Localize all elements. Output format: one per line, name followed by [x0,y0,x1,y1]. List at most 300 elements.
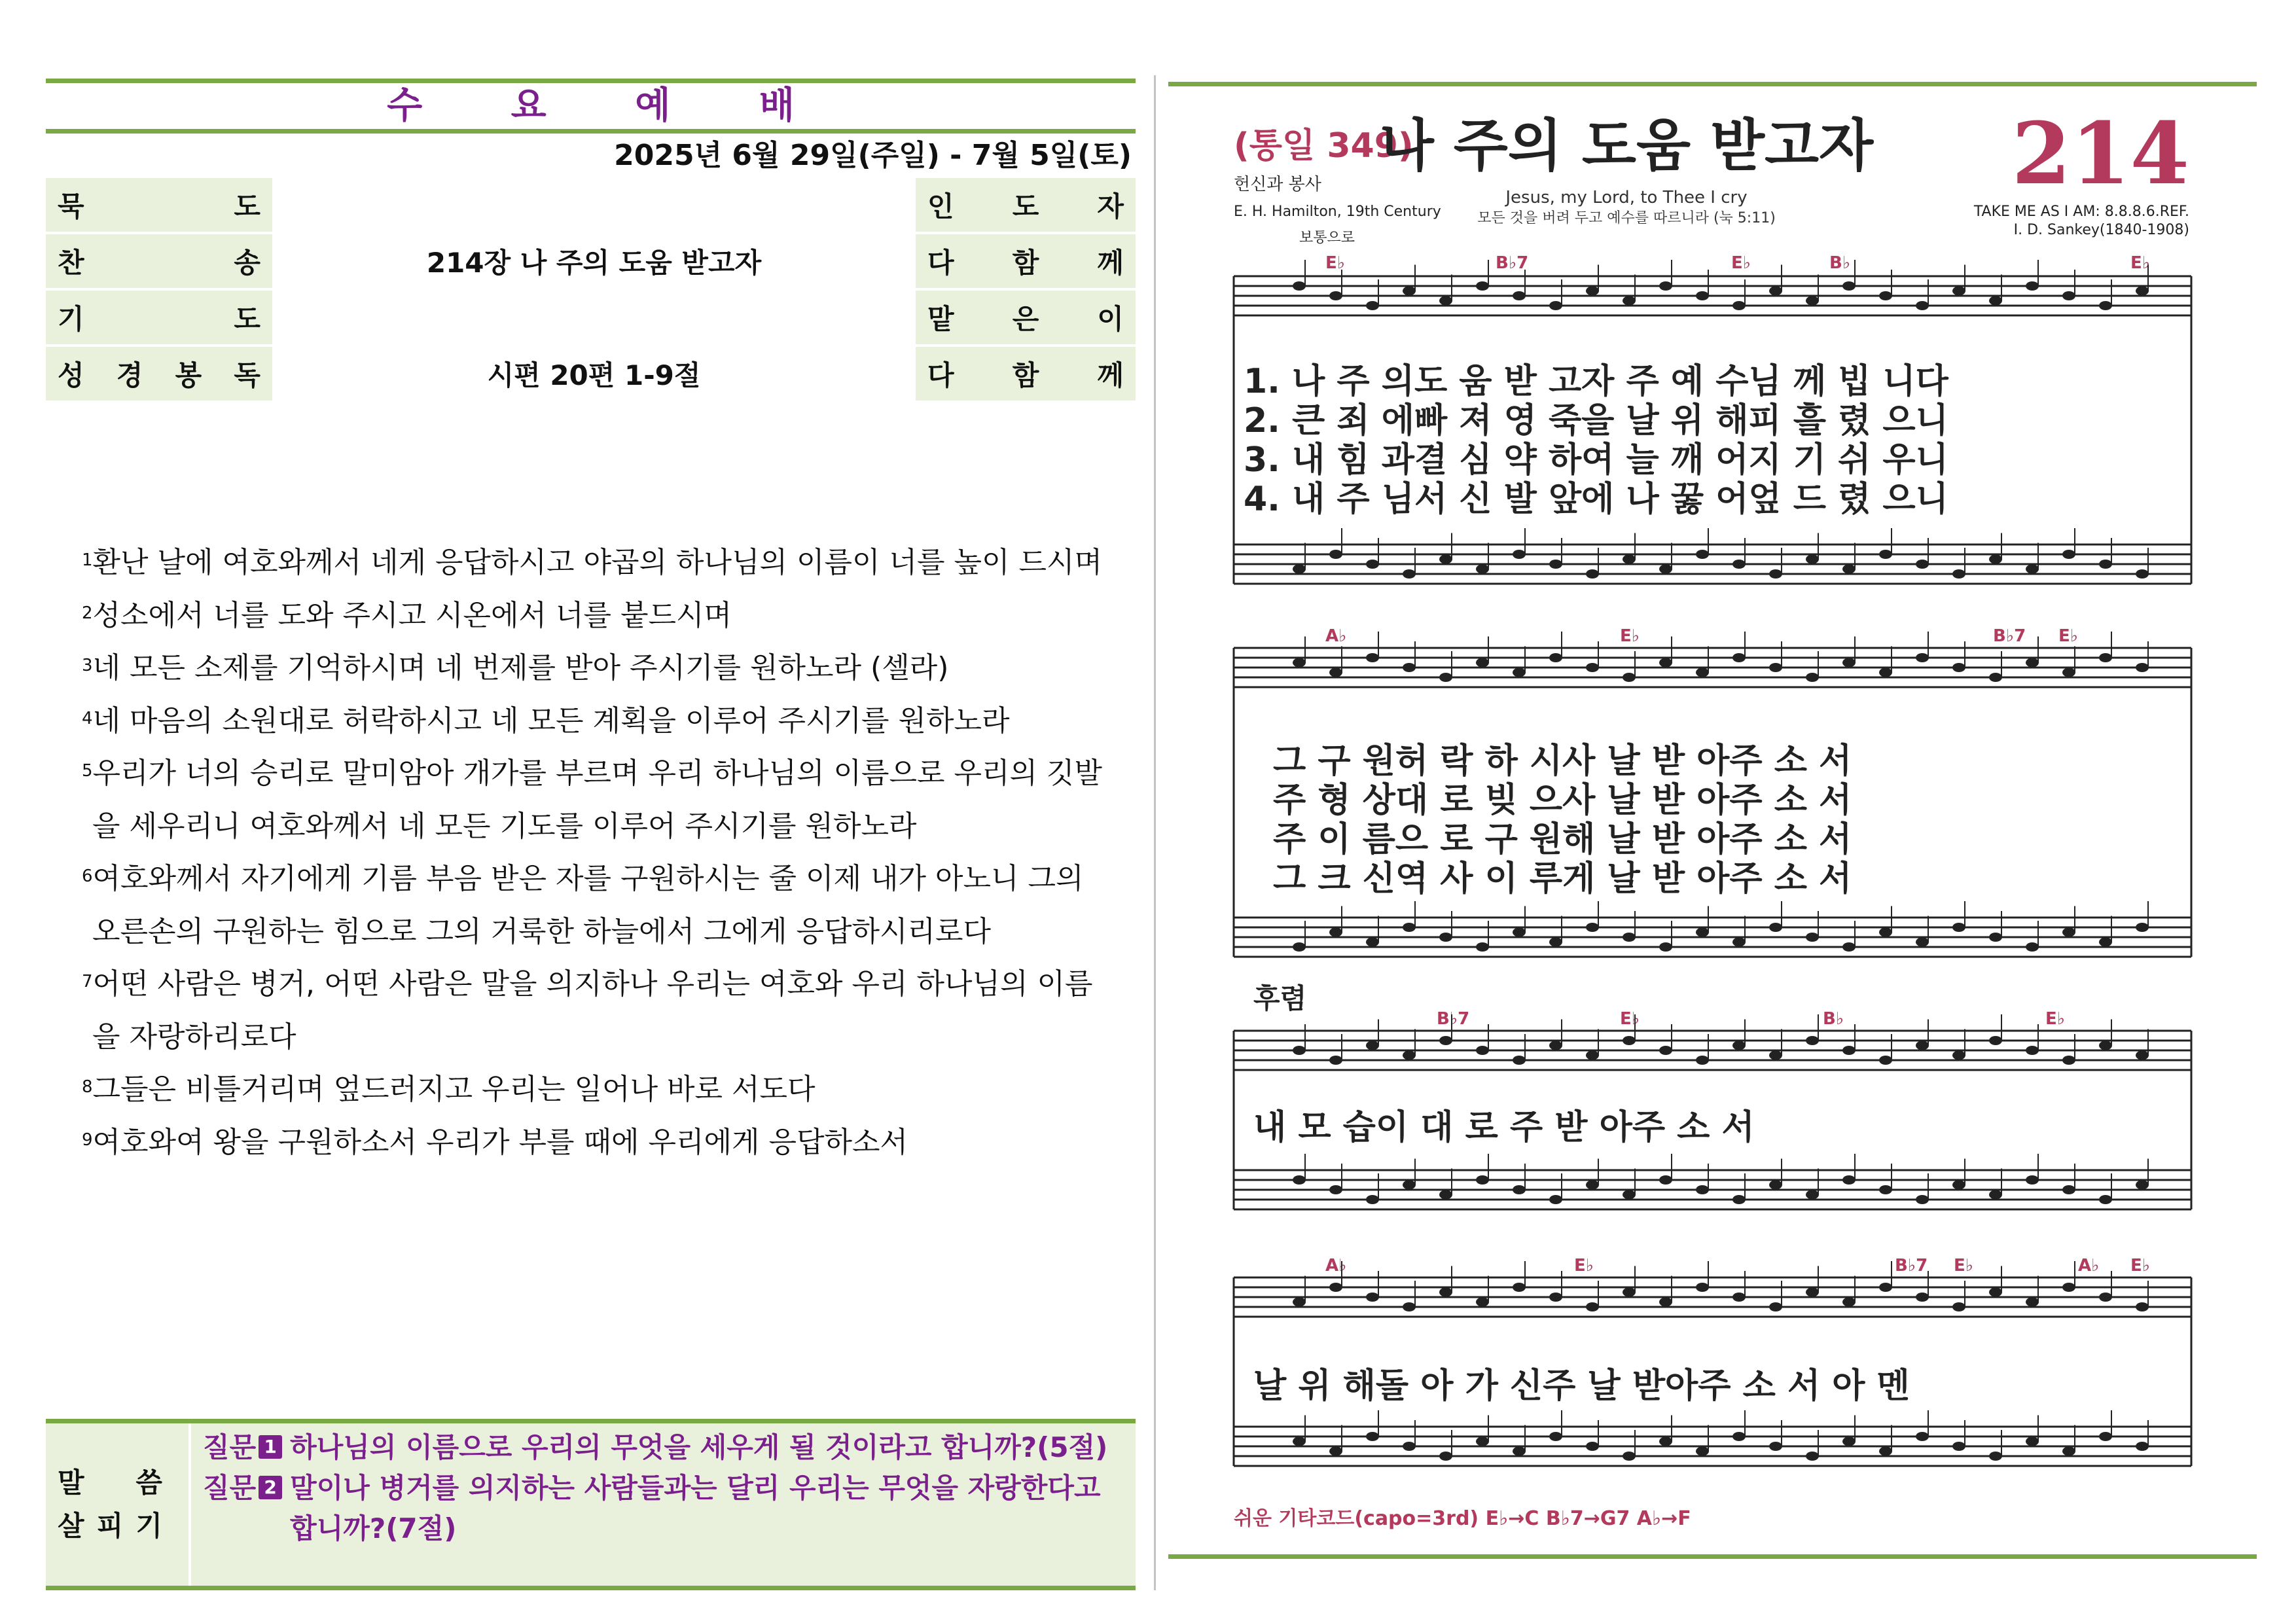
note-head [1476,658,1489,668]
note-head [1879,1056,1892,1065]
date-range: 2025년 6월 29일(주일) - 7월 5일(토) [614,139,1132,172]
note-head [1293,1046,1306,1055]
note-head [2099,301,2112,310]
verse [82,1116,1103,1169]
note-head [1366,1432,1379,1441]
note-head [2136,1051,2149,1060]
lyric-line: 주 형 상대 로 빚 으사 날 받 아주 소 서 [1273,781,1852,820]
verse-text: 여호와께서 자기에게 기름 부음 받은 자를 구원하시는 줄 이제 내가 아노니 그의 오른손의 구원하는 힘으로 그의 거룩한 하늘에서 그에게 응답하시리로다 [92,862,1084,948]
order-content: 시편 20편 1-9절 [274,346,914,402]
note-head [1439,296,1452,306]
note-head [1513,1447,1526,1456]
note-head [1293,281,1306,291]
chord-symbol: B♭ [1829,253,1851,273]
note-head [1952,1051,1965,1060]
note-head [1659,1437,1672,1446]
note-head [2062,1056,2075,1065]
lyric-line: 3. 내 힘 과결 심 약 하여 늘 깨 어지 기 쉬 우니 [1244,440,1948,480]
note-head [2026,565,2039,574]
note-head [2026,658,2039,668]
note-head [2026,281,2039,291]
note-head [1659,281,1672,291]
note-head [1476,1175,1489,1185]
note-head [1293,1437,1306,1446]
note-head [1586,663,1599,672]
note-head [1952,287,1965,296]
note-head [1916,1041,1929,1050]
note-head [1439,555,1452,564]
note-head [1879,550,1892,559]
note-head [1879,1447,1892,1456]
right-top-rule [1168,82,2257,86]
note-head [1439,1190,1452,1200]
verse [82,590,1103,643]
note-head [1476,942,1489,952]
note-head [1696,1283,1709,1292]
note-head [2136,1302,2149,1311]
order-content: 214장 나 주의 도움 받고자 [274,233,914,289]
note-head [1842,1437,1856,1446]
note-head [1696,1185,1709,1194]
note-head [2099,1293,2112,1302]
note-head [1549,1041,1562,1050]
chord-symbol: E♭ [1574,1256,1594,1275]
note-head [2099,1432,2112,1441]
hymn-tempo: 보통으로 [1299,230,1355,246]
note-head [1513,291,1526,300]
note-head [1293,565,1306,574]
note-head [1806,1288,1819,1297]
questions-label-line2: 살 피 기 [58,1510,162,1542]
note-head [1732,560,1746,569]
verse-text: 네 모든 소제를 기억하시며 네 번제를 받아 주시기를 원하노라 (셀라) [92,651,949,685]
note-head [1513,668,1526,677]
note-head [1476,1437,1489,1446]
note-head [1842,658,1856,668]
verse [82,695,1103,748]
chord-symbol: E♭ [2045,1009,2066,1029]
order-row [46,233,1136,289]
note-head [1842,942,1856,952]
note-head [1842,1298,1856,1307]
note-head [2062,668,2075,677]
chord-symbol: E♭ [1620,626,1640,646]
order-row [46,178,1136,233]
note-head [1916,938,1929,947]
note-head [1586,1181,1599,1190]
verse [82,537,1103,590]
note-head [1476,565,1489,574]
order-content [274,289,914,346]
order-label: 기 도 [46,289,274,346]
chord-symbol: E♭ [1325,253,1346,273]
note-head [1952,663,1965,672]
note-head [1329,1185,1342,1194]
note-head [1842,1175,1856,1185]
note-head [1879,928,1892,937]
note-head [1989,1288,2002,1297]
note-head [1439,673,1452,682]
chord-symbol: B♭7 [1437,1009,1470,1029]
page-divider [1154,75,1156,1590]
note-head [1366,1293,1379,1302]
right-top-rule-wrap [1168,82,2257,86]
note-head [1659,942,1672,952]
note-head [1732,301,1746,310]
note-head [1586,1051,1599,1060]
note-head [1696,291,1709,300]
note-head [2136,1181,2149,1190]
note-head [1403,287,1416,296]
verse-text: 성소에서 너를 도와 주시고 시온에서 너를 붙드시며 [92,598,732,632]
note-head [1439,1452,1452,1461]
note-head [2136,663,2149,672]
chord-symbol: E♭ [1954,1256,1974,1275]
note-head [1403,663,1416,672]
note-head [1549,1293,1562,1302]
note-head [1916,1293,1929,1302]
note-head [2062,928,2075,937]
note-head [1769,663,1782,672]
note-head [2136,1442,2149,1451]
question-item [203,1427,1124,1468]
note-head [1879,1283,1892,1292]
note-head [1366,938,1379,947]
note-head [1659,1298,1672,1307]
note-head [2026,1046,2039,1055]
note-head [2099,1195,2112,1204]
note-head [1366,560,1379,569]
note-head [1842,565,1856,574]
note-head [1732,653,1746,662]
lyric-line: 4. 내 주 님서 신 발 앞에 나 꿇 어엎 드 렸 으니 [1244,480,1948,519]
note-head [1586,923,1599,932]
order-row [46,346,1136,402]
note-head [1293,1298,1306,1307]
top-rule [46,79,1136,83]
note-head [1769,1302,1782,1311]
note-head [1879,291,1892,300]
note-head [1329,928,1342,937]
verse-number: 9 [82,1130,93,1150]
note-head [2062,1447,2075,1456]
note-head [1916,301,1929,310]
note-head [1586,1302,1599,1311]
note-head [1439,933,1452,942]
verse-number: 4 [82,708,93,728]
note-head [1513,1185,1526,1194]
note-head [1659,565,1672,574]
note-head [1806,673,1819,682]
verse [82,1063,1103,1116]
hymn-tune: TAKE ME AS I AM: 8.8.8.6.REF. [1973,204,2189,220]
note-head [1659,658,1672,668]
order-label: 성 경 봉 독 [46,346,274,402]
note-head [1586,287,1599,296]
note-head [1769,1442,1782,1451]
verse-text: 그들은 비틀거리며 엎드러지고 우리는 일어나 바로 서도다 [92,1073,816,1106]
note-head [1806,1190,1819,1200]
note-head [2026,1298,2039,1307]
order-leader: 인 도 자 [914,178,1136,233]
note-head [1329,1447,1342,1456]
order-row [46,289,1136,346]
note-head [1989,1036,2002,1045]
note-head [1769,287,1782,296]
verse [82,958,1103,1063]
order-content [274,178,914,233]
questions-label-line1: 말 씀 [58,1467,162,1499]
order-leader: 다 함 께 [914,346,1136,402]
hymn-title: 나 주의 도움 받고자 [1379,113,1874,179]
note-head [2099,560,2112,569]
verse-text: 우리가 너의 승리로 말미암아 개가를 부르며 우리 하나님의 이름으로 우리의 깃발을 세우리니 여호와께서 네 모든 기도를 이루어 주시기를 원하노라 [92,757,1103,843]
note-head [1623,933,1636,942]
verse-text: 어떤 사람은 병거, 어떤 사람은 말을 의지하나 우리는 여호와 우리 하나님의 이름을 자랑하리로다 [92,967,1093,1054]
hymn-number: 214 [2011,103,2189,204]
lyric-line: 1. 나 주 의도 움 받 고자 주 예 수님 께 빕 니다 [1244,362,1948,401]
note-head [1769,1181,1782,1190]
note-head [1916,560,1929,569]
note-head [1623,1190,1636,1200]
note-head [1439,1288,1452,1297]
refrain-lyric-line: 내 모 습이 대 로 주 받 아주 소 서 [1253,1108,1755,1147]
note-head [1696,1447,1709,1456]
lyric-line: 그 구 원허 락 하 시사 날 받 아주 소 서 [1273,741,1852,781]
note-head [1842,281,1856,291]
note-head [1806,1452,1819,1461]
chord-symbol: A♭ [2078,1256,2100,1275]
verse-number: 1 [82,550,93,570]
note-head [1732,1293,1746,1302]
note-head [1513,1056,1526,1065]
note-head [1549,560,1562,569]
order-leader: 다 함 께 [914,233,1136,289]
reflection-questions [46,1419,1136,1590]
verse-text: 환난 날에 여호와께서 네게 응답하시고 야곱의 하나님의 이름이 너를 높이 드시며 [92,546,1103,579]
note-head [2136,287,2149,296]
note-head [2099,938,2112,947]
note-head [2026,1437,2039,1446]
hymn-unified-number: (통일 349) [1234,126,1414,166]
worship-order-table [46,178,1136,403]
note-head [1513,550,1526,559]
questions-label [46,1423,191,1586]
order-leader: 맡 은 이 [914,289,1136,346]
note-head [1586,1442,1599,1451]
note-head [1732,1041,1746,1050]
note-head [1989,555,2002,564]
question-text: 하나님의 이름으로 우리의 무엇을 세우게 될 것이라고 합니까?(5절) [290,1431,1108,1463]
note-head [1366,301,1379,310]
note-head [2136,923,2149,932]
note-head [2026,1175,2039,1185]
note-head [1366,1041,1379,1050]
note-head [1403,923,1416,932]
verse-text: 여호와여 왕을 구원하소서 우리가 부를 때에 우리에게 응답하소서 [92,1125,908,1159]
chord-symbol: B♭ [1823,1009,1844,1029]
note-head [1696,668,1709,677]
verse [82,747,1103,853]
note-head [1403,1442,1416,1451]
note-head [1696,928,1709,937]
note-head [1989,1190,2002,1200]
note-head [1549,301,1562,310]
chord-symbol: E♭ [1731,253,1751,273]
note-head [1659,1175,1672,1185]
note-head [1476,281,1489,291]
note-head [1623,1288,1636,1297]
note-head [1732,1195,1746,1204]
note-head [1916,1195,1929,1204]
note-head [1476,1298,1489,1307]
verse-number: 6 [82,866,93,886]
note-head [1806,1036,1819,1045]
question-item [203,1468,1124,1549]
lyric-line: 2. 큰 죄 에빠 져 영 죽을 날 위 해피 흘 렸 으니 [1244,401,1948,440]
order-label: 찬 송 [46,233,274,289]
note-head [2062,1283,2075,1292]
verse-lyrics-block-2 [1273,741,1852,899]
hymn-theme: 헌신과 봉사 [1234,175,1321,194]
question-text: 말이나 병거를 의지하는 사람들과는 달리 우리는 무엇을 자랑한다고 합니까?(7절) [290,1472,1101,1544]
note-head [1952,1442,1965,1451]
chord-symbol: E♭ [2130,1256,2151,1275]
note-head [1366,653,1379,662]
note-head [2026,942,2039,952]
note-head [1916,1432,1929,1441]
note-head [1549,653,1562,662]
chord-symbol: B♭7 [1993,626,2026,646]
question-number-badge: 2 [259,1476,282,1499]
note-head [1549,938,1562,947]
hymn-english-title: Jesus, my Lord, to Thee I cry [1505,188,1748,207]
note-head [1329,668,1342,677]
question-number-badge: 1 [259,1435,282,1459]
hymn-composer: I. D. Sankey(1840-1908) [2013,222,2189,238]
chord-symbol: B♭7 [1496,253,1529,273]
note-head [1806,555,1819,564]
note-head [2062,550,2075,559]
verse [82,853,1103,958]
note-head [1293,658,1306,668]
note-head [1586,569,1599,579]
order-label: 묵 도 [46,178,274,233]
verse-number: 7 [82,972,93,991]
note-head [1366,1195,1379,1204]
note-head [1952,1181,1965,1190]
note-head [1989,1452,2002,1461]
note-head [1476,1046,1489,1055]
note-head [1952,569,1965,579]
note-head [1329,550,1342,559]
note-head [2099,653,2112,662]
note-head [1842,1046,1856,1055]
note-head [2136,569,2149,579]
note-head [1329,291,1342,300]
title-rule [46,129,1136,134]
verse-text: 네 마음의 소원대로 허락하시고 네 모든 계획을 이루어 주시기를 원하노라 [92,704,1010,738]
note-head [1769,923,1782,932]
note-head [1549,1432,1562,1441]
chord-symbol: E♭ [2130,253,2151,273]
note-head [2062,1185,2075,1194]
refrain-lyric-line: 날 위 해돌 아 가 신주 날 받아주 소 서 아 멘 [1253,1366,1910,1406]
note-head [1952,923,1965,932]
question-prefix: 질문 [203,1431,257,1463]
lyric-line: 그 크 신역 사 이 루게 날 받 아주 소 서 [1273,859,1852,899]
verse-number: 5 [82,761,93,781]
lyric-line: 주 이 름으 로 구 원해 날 받 아주 소 서 [1273,820,1852,859]
verse-number: 8 [82,1077,93,1097]
note-head [1806,296,1819,306]
left-page [46,79,1136,403]
note-head [1732,1432,1746,1441]
note-head [1989,673,2002,682]
note-head [1696,550,1709,559]
note-head [1403,1181,1416,1190]
chord-symbol: B♭7 [1895,1256,1928,1275]
questions-top-rule [46,1419,1136,1423]
guitar-chord-note: 쉬운 기타코드(capo=3rd) E♭→C B♭7→G7 A♭→F [1234,1507,1691,1530]
note-head [1989,933,2002,942]
chord-symbol: E♭ [1620,1009,1640,1029]
note-head [1659,1046,1672,1055]
refrain-label: 후렴 [1253,982,1307,1014]
note-head [1513,928,1526,937]
note-head [1732,938,1746,947]
chord-symbol: E♭ [2058,626,2079,646]
note-head [1549,1195,1562,1204]
note-head [1769,569,1782,579]
scripture-passage [82,537,1103,1169]
note-head [1293,1175,1306,1185]
note-head [1329,1056,1342,1065]
note-head [1623,296,1636,306]
note-head [1403,569,1416,579]
note-head [1769,1051,1782,1060]
verse-lyrics-block-1 [1244,362,1949,519]
note-head [2099,1041,2112,1050]
verse-number: 3 [82,656,93,675]
note-head [1439,1036,1452,1045]
note-head [1879,668,1892,677]
note-head [1916,653,1929,662]
note-head [1403,1302,1416,1311]
verse [82,642,1103,695]
note-head [1806,933,1819,942]
hymn-sheet [1168,92,2257,1552]
note-head [1989,296,2002,306]
note-head [1329,1283,1342,1292]
note-head [1879,1185,1892,1194]
note-head [2062,291,2075,300]
page-title: 수 요 예 배 [387,84,833,127]
questions-bottom-rule [46,1586,1136,1590]
note-head [1623,673,1636,682]
note-head [1623,1036,1636,1045]
chord-symbol: A♭ [1325,1256,1347,1275]
hymn-scripture: 모든 것을 버려 두고 예수를 따르니라 (눅 5:11) [1477,210,1776,226]
chord-symbol: A♭ [1325,626,1347,646]
note-head [1623,1452,1636,1461]
note-head [1623,555,1636,564]
note-head [1696,1056,1709,1065]
verse-number: 2 [82,603,93,623]
right-bottom-rule [1168,1554,2257,1559]
note-head [1293,942,1306,952]
hymn-lyricist: E. H. Hamilton, 19th Century [1234,204,1441,220]
